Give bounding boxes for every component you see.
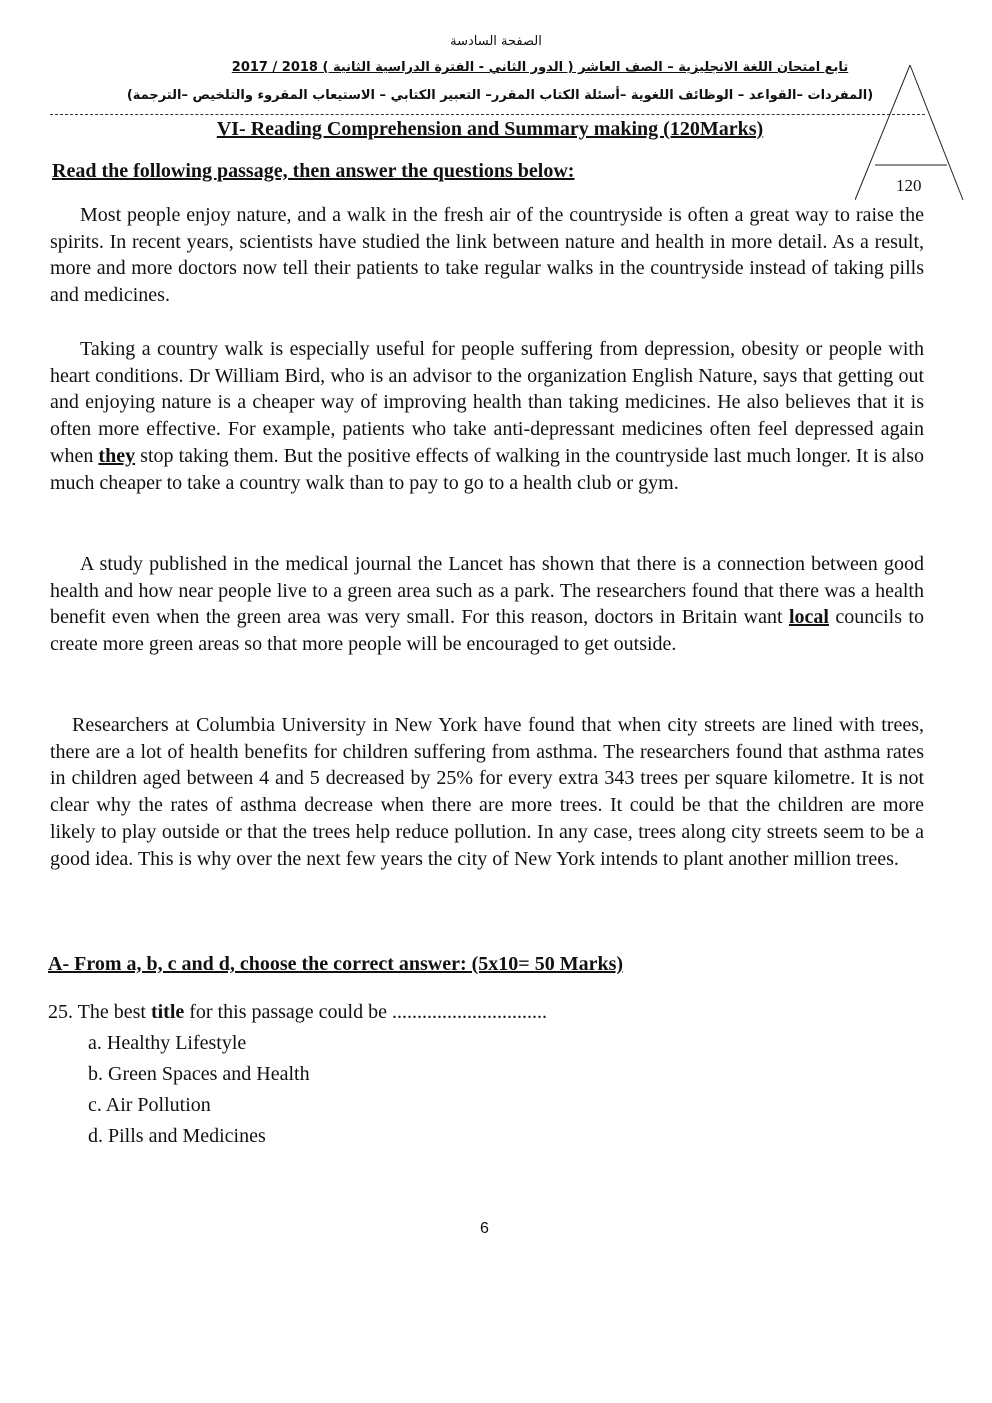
instruction: Read the following passage, then answer the questions below: (52, 160, 575, 182)
passage-paragraph-2: Taking a country walk is especially useful for people suffering from depression, obesity or people with heart conditions. Dr William Bird, who is an advisor to the organization English Nature, says that getting out and enjoying nature is a cheaper way of improving health than taking medicines. He also believes that it is often more effective. For example, patients who take anti-depressant medicines often feel depressed again when they stop taking them. But the positive effects of walking in the countryside last much longer. It is also much cheaper to take a country walk than to pay to go to a health club or gym. (50, 338, 924, 494)
page-number: 6 (480, 1220, 489, 1237)
passage-paragraph-3: A study published in the medical journal the Lancet has shown that there is a connection between good health and how near people live to a green area such as a park. The researchers found that there was a health benefit even when the green area was very small. For this reason, doctors in Britain want local councils to create more green areas so that more people will be encouraged to get outside. (50, 553, 924, 656)
page-label-arabic: الصفحة السادسة (450, 34, 542, 49)
option-a: a. Healthy Lifestyle (88, 1032, 247, 1054)
exam-topics-arabic: (المفردات –القواعد – الوظائف اللغوية –أسئلة الكتاب المقرر– التعبير الكتابي – الاستيعاب المقروء والتلخيص –الترجمة) (126, 88, 874, 103)
marks-value: 120 (896, 176, 922, 195)
option-d: d. Pills and Medicines (88, 1125, 266, 1147)
option-c: c. Air Pollution (88, 1094, 211, 1116)
exam-title-arabic: تابع امتحان اللغة الانجليزية – الصف العاشر ( الدور الثاني - الفترة الدراسية الثانية ) 2018 / 2017 (231, 60, 849, 75)
section-title: VI- Reading Comprehension and Summary making (120Marks) (216, 118, 764, 140)
option-b: b. Green Spaces and Health (88, 1063, 310, 1085)
question-25: 25. The best title for this passage could be ............................... (48, 1001, 547, 1023)
underlined-word-local: local (788, 606, 829, 629)
passage-paragraph-4: Researchers at Columbia University in New York have found that when city streets are lined with trees, there are a lot of health benefits for children suffering from asthma. The researchers found that asthma rates in children aged between 4 and 5 decreased by 25% for every extra 343 trees per square kilometre. It is not clear why the rates of asthma decrease when there are more trees. It could be that the children are more likely to play outside or that the trees help reduce pollution. In any case, trees along city streets seem to be a good idea. This is why over the next few years the city of New York intends to plant another million trees. (50, 714, 924, 870)
underlined-word-they: they (98, 444, 136, 467)
passage-paragraph-1: Most people enjoy nature, and a walk in the fresh air of the countryside is often a great way to raise the spirits. In recent years, scientists have studied the link between nature and health in more detail. As a result, more and more doctors now tell their patients to take regular walks in the countryside instead of taking pills and medicines. (50, 204, 924, 307)
header-divider (50, 114, 925, 115)
part-a-heading: A- From a, b, c and d, choose the correct answer: (5x10= 50 Marks) (48, 953, 624, 975)
